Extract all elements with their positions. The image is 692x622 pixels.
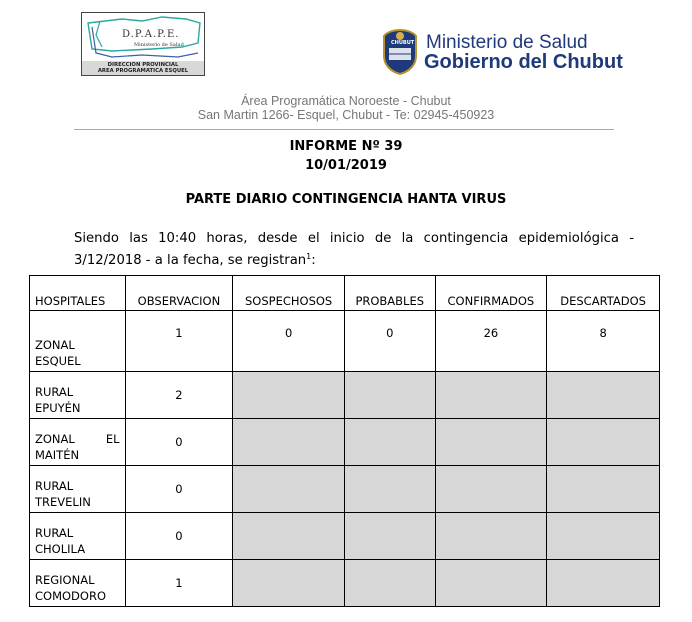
header-descartados: DESCARTADOS (547, 276, 660, 311)
hospital-cell (30, 372, 126, 419)
sospechosos-cell: 0 (233, 311, 345, 372)
dpape-logo (81, 12, 205, 76)
hospital-cell (30, 311, 126, 372)
report-title: PARTE DIARIO CONTINGENCIA HANTA VIRUS (185, 192, 507, 207)
logo-caption-bar (82, 61, 204, 75)
table-row (30, 372, 660, 419)
empty-cell (344, 372, 435, 419)
intro-line-2-text: 3/12/2018 - a la fecha, se registran (74, 253, 307, 268)
empty-cell (344, 513, 435, 560)
confirmados-cell: 26 (435, 311, 547, 372)
empty-cell (435, 372, 547, 419)
logo-caption-line2: AREA PROGRAMATICA ESQUEL (97, 68, 189, 74)
empty-cell (547, 419, 660, 466)
table-header-row (30, 276, 660, 311)
intro-line-1: Siendo las 10:40 horas, desde el inicio de la contingencia epidemiológica - (74, 231, 634, 246)
empty-cell (435, 513, 547, 560)
address-line-2: San Martin 1266- Esquel, Chubut - Te: 02945-450923 (197, 108, 495, 122)
empty-cell (233, 466, 345, 513)
empty-cell (435, 419, 547, 466)
hospital-line-1: ZONAL (35, 338, 75, 352)
table-row (30, 466, 660, 513)
hospital-line-2: CHOLILA (35, 542, 86, 556)
hospital-line-2: MAITÉN (35, 448, 80, 462)
ministerio-logo (380, 28, 650, 80)
logo-caption-line1: DIRECCION PROVINCIAL (107, 62, 179, 68)
empty-cell (435, 466, 547, 513)
empty-cell (344, 466, 435, 513)
header-probables: PROBABLES (344, 276, 435, 311)
table-row (30, 311, 660, 372)
empty-cell (547, 560, 660, 607)
probables-cell: 0 (344, 311, 435, 372)
gobierno-name: Gobierno del Chubut (424, 51, 623, 73)
footnote-mark[interactable]: 1 (306, 252, 312, 261)
descartados-cell: 8 (547, 311, 660, 372)
table-row (30, 560, 660, 607)
intro-line-2 (74, 248, 634, 270)
header-hospitales: HOSPITALES (30, 276, 126, 311)
hospital-cell (30, 466, 126, 513)
table-row (30, 513, 660, 560)
hospital-line-1: RURAL (35, 385, 74, 399)
empty-cell (547, 466, 660, 513)
hospital-cell (30, 419, 126, 466)
hospital-line-1: RURAL (35, 526, 74, 540)
chubut-shield-icon (380, 28, 420, 76)
table-row (30, 419, 660, 466)
empty-cell (233, 419, 345, 466)
empty-cell (233, 513, 345, 560)
intro-paragraph (74, 230, 634, 270)
hospital-cell (30, 560, 126, 607)
logo-subtitle: Ministerio de Salud (134, 42, 184, 48)
cases-table (29, 275, 660, 607)
header-confirmados: CONFIRMADOS (435, 276, 547, 311)
logo-title: D.P.A.P.E. (122, 29, 180, 40)
observacion-cell: 0 (125, 513, 233, 560)
empty-cell (233, 372, 345, 419)
hospital-line-1: REGIONAL (35, 573, 95, 587)
hospital-line-2: COMODORO (35, 589, 107, 603)
empty-cell (547, 513, 660, 560)
observacion-cell: 2 (125, 372, 233, 419)
header-observacion: OBSERVACION (125, 276, 233, 311)
observacion-cell: 1 (125, 311, 233, 372)
header-divider (74, 129, 614, 130)
hospital-line-1: ZONAL EL (35, 432, 120, 446)
report-date: 10/01/2019 (305, 158, 387, 173)
hospital-cell (30, 513, 126, 560)
empty-cell (344, 560, 435, 607)
intro-colon: : (311, 253, 316, 268)
ministerio-name: Ministerio de Salud (426, 32, 588, 53)
header-sospechosos: SOSPECHOSOS (233, 276, 345, 311)
empty-cell (547, 372, 660, 419)
hospital-line-2: TREVELIN (35, 495, 91, 509)
shield-label: CHUBUT (391, 40, 415, 46)
empty-cell (344, 419, 435, 466)
empty-cell (435, 560, 547, 607)
observacion-cell: 0 (125, 466, 233, 513)
hospital-line-2: EPUYÉN (35, 401, 81, 415)
empty-cell (233, 560, 345, 607)
hospital-line-1: RURAL (35, 479, 74, 493)
observacion-cell: 0 (125, 419, 233, 466)
hospital-line-2: ESQUEL (35, 354, 81, 368)
report-number: INFORME Nº 39 (289, 139, 403, 154)
address-line-1: Área Programática Noroeste - Chubut (241, 94, 451, 108)
observacion-cell: 1 (125, 560, 233, 607)
